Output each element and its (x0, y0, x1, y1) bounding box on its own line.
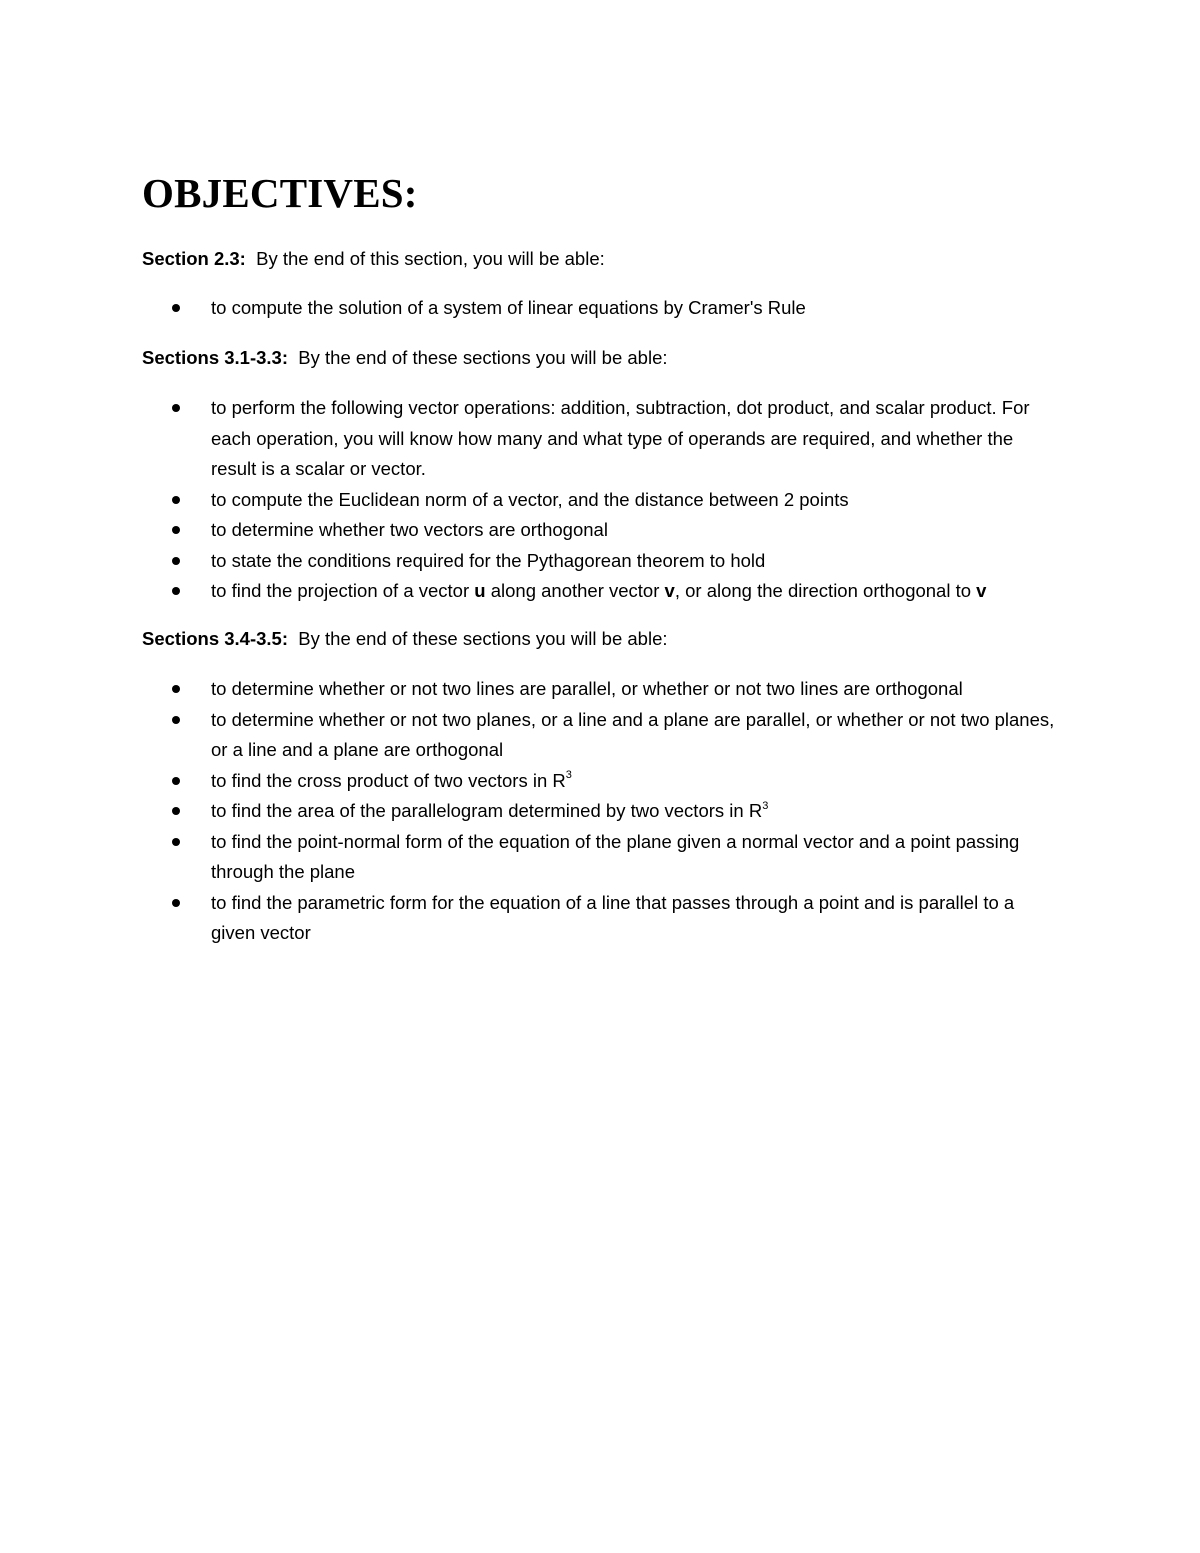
bullet-icon (172, 587, 180, 595)
bullet-icon (172, 777, 180, 785)
list-item (142, 674, 1062, 705)
superscript: 3 (565, 769, 572, 782)
list-item (142, 393, 1062, 485)
objectives-list (142, 293, 1062, 324)
bullet-icon (172, 496, 180, 504)
page-title: OBJECTIVES: (142, 170, 418, 216)
section-intro: By the end of these sections you will be able: (298, 347, 668, 368)
list-item (142, 705, 1062, 766)
vector-u: u (474, 580, 486, 601)
bullet-icon (172, 526, 180, 534)
list-item (142, 485, 1062, 516)
list-item (142, 515, 1062, 546)
list-item-text: to find the area of the parallelogram determined by two vectors in R (211, 800, 763, 821)
list-item (142, 293, 1062, 324)
section-heading (142, 624, 668, 655)
list-item-text: to find the cross product of two vectors in R (211, 769, 566, 791)
list-item-text: to state the conditions required for the Pythagorean theorem to hold (211, 549, 766, 571)
list-item-text: to compute the Euclidean norm of a vector, and the distance between 2 points (211, 488, 849, 510)
objectives-list (142, 393, 1062, 607)
vector-v: v (664, 580, 675, 601)
list-item-text: along another vector (485, 580, 665, 601)
list-item (142, 576, 1062, 607)
list-item-text: to compute the solution of a system of linear equations by Cramer's Rule (211, 297, 806, 318)
section-heading (142, 244, 605, 275)
objectives-list (142, 674, 1062, 949)
vector-v: v (976, 580, 987, 601)
list-item-text: to determine whether or not two lines are parallel, or whether or not two lines are orthogonal (211, 678, 963, 699)
list-item-text: , or along the direction orthogonal to (674, 580, 977, 601)
list-item-text: to perform the following vector operations: addition, subtraction, dot product, and scalar product. For each operation, you will know how many and what type of operands are required, and whether the result is a scalar or vector. (211, 397, 1030, 479)
section-label: Sections 3.1-3.3: (142, 347, 289, 368)
list-item (142, 766, 1062, 797)
list-item (142, 888, 1062, 949)
section-label: Section 2.3: (142, 248, 246, 269)
section-intro: By the end of this section, you will be able: (256, 248, 605, 269)
superscript: 3 (762, 799, 769, 812)
bullet-icon (172, 838, 180, 846)
bullet-icon (172, 304, 180, 312)
list-item (142, 827, 1062, 888)
section-label: Sections 3.4-3.5: (142, 628, 289, 649)
bullet-icon (172, 807, 180, 815)
bullet-icon (172, 899, 180, 907)
section-heading (142, 343, 668, 374)
section-intro: By the end of these sections you will be able: (298, 628, 668, 649)
list-item-text: to find the projection of a vector (211, 580, 475, 601)
list-item-text: to determine whether or not two planes, or a line and a plane are parallel, or whether or not two planes, or a line and a plane are orthogonal (211, 708, 1055, 760)
list-item (142, 546, 1062, 577)
list-item-text: to find the parametric form for the equation of a line that passes through a point and is parallel to a given vector (211, 891, 1015, 943)
bullet-icon (172, 404, 180, 412)
list-item (142, 796, 1062, 827)
bullet-icon (172, 685, 180, 693)
bullet-icon (172, 557, 180, 565)
list-item-text: to find the point-normal form of the equation of the plane given a normal vector and a point passing through the plane (211, 830, 1020, 882)
bullet-icon (172, 716, 180, 724)
list-item-text: to determine whether two vectors are orthogonal (211, 519, 608, 540)
